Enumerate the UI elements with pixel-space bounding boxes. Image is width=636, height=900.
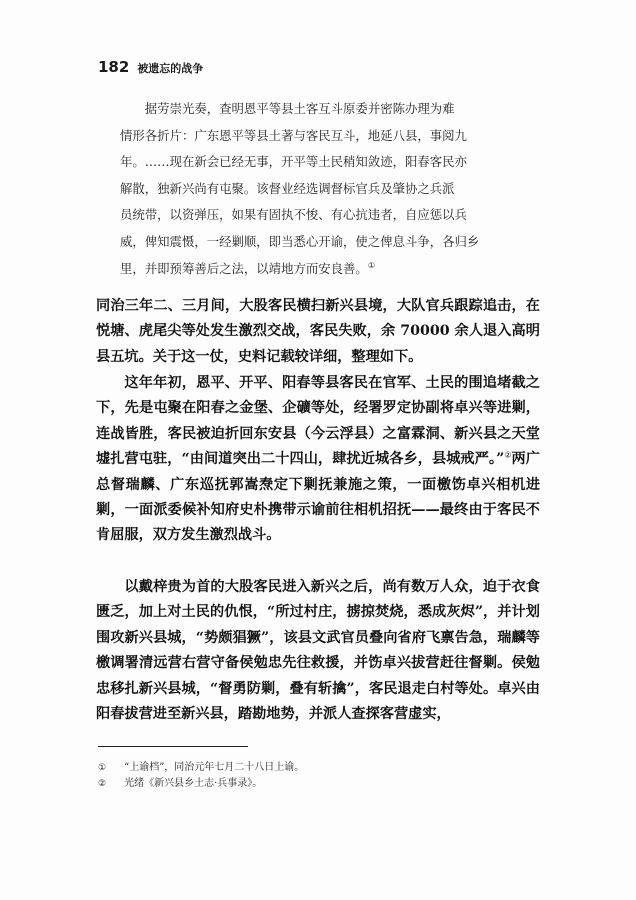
block-quote — [120, 96, 540, 282]
quote-line: 威，俾知震慑，一经剿顺，即当悉心开谕，使之俾息斗争，各归乡 — [120, 233, 480, 249]
footnote-2-text: 光绪《新兴县乡土志·兵事录》。 — [124, 778, 263, 789]
paragraph-2-text-b: 两广总督瑞麟、广东巡抚郭嵩焘定下剿抚兼施之策，一面檄饬卓兴相机进剿，一面派委候补知府史朴携带示谕前往相机招抚——最终由于客民不肯屈服，双方发生激烈战斗。 — [96, 451, 540, 544]
paragraph-1 — [96, 294, 540, 370]
paragraph-3-text: 以戴梓贵为首的大股客民进入新兴之后，尚有数万人众，迫于衣食匮乏，加上对土民的仇恨，“所过村庄，掳掠焚烧，悉成灰烬”，并计划围攻新兴县城，“势颇猖獗”，该县文武官员叠向省府飞禀告急，瑞麟等檄调署清远营右营守备侯勉忠先往救援，并饬卓兴拔营赶往督剿。侯勉忠移扎新兴县城，“督勇防剿，叠有斩擒”，客民退走白村等处。卓兴由阳春拔营进至新兴县，踏勘地势，并派人查探客营虚实， — [96, 579, 540, 723]
quote-line: 员统带，以资弹压，如果有固执不悛、有心抗违者，自应惩以兵 — [120, 207, 467, 223]
paragraph-3 — [96, 575, 540, 727]
paragraph-1-text: 同治三年二、三月间，大股客民横扫新兴县境，大队官兵跟踪追击，在悦塘、虎尾尖等处发生激烈交战，客民失败，余 70000 余人退入高明县五坑。关于这一仗，史料记载较详细，整理如下。 — [96, 298, 540, 365]
quote-line: 情形各折片：广东恩平等县土著与客民互斗，地延八县，事阅九 — [120, 127, 467, 143]
quote-line: 据劳崇光奏，查明恩平等县土客互斗原委并密陈办理为难 — [144, 101, 455, 116]
footnote-2-mark: ② — [98, 779, 107, 789]
footnote-1 — [98, 760, 538, 776]
quote-line: 年。……现在新会已经无事，开平等土民稍知敛迹，阳春客民亦 — [120, 154, 467, 170]
footnote-1-text: “上谕档”，同治元年七月二十八日上谕。 — [124, 762, 305, 773]
paragraph-2-text-a: 这年年初，恩平、开平、阳春等县客民在官军、土民的围追堵截之下，先是屯聚在阳春之金堡、企礦等处，经署罗定协副将卓兴等进剿，连战皆胜，客民被迫折回东安县（今云浮县）之富霖洞、新兴县之天堂墟扎营屯驻，“由间道突出二十四山，肆扰近城各乡，县城戒严。” — [96, 375, 540, 468]
footnote-ref-2: ② — [504, 450, 512, 460]
footnote-2 — [98, 776, 538, 792]
page-number: 182 — [98, 58, 130, 76]
quote-line-last — [120, 256, 540, 283]
quote-line-text: 里，并即预筹善后之法，以靖地方而安良善。 — [120, 260, 368, 276]
running-title: 被遗忘的战争 — [137, 62, 204, 75]
footnotes — [98, 760, 538, 792]
page-header — [98, 58, 203, 80]
footnote-ref-1: ① — [367, 260, 375, 270]
footnote-divider — [98, 746, 248, 747]
footnote-1-mark: ① — [98, 763, 107, 773]
paragraph-2 — [96, 371, 540, 549]
quote-line: 解散，独新兴尚有屯聚。该督业经选调督标官兵及肇协之兵派 — [120, 180, 455, 196]
